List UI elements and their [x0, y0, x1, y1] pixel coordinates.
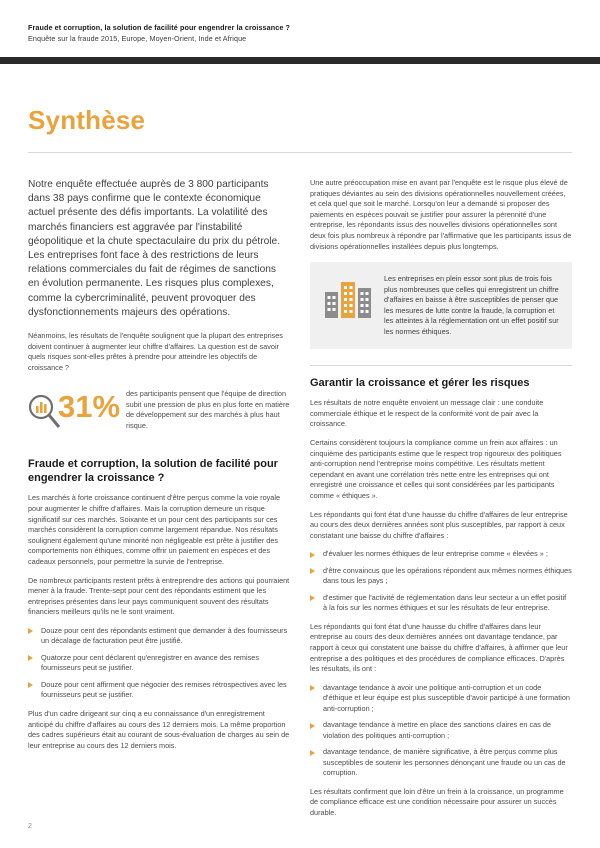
list-item-text: davantage tendance, de manière significative, à être perçus comme plus susceptibles de soutenir les personnes dénonçant une fraude ou un cas de corruption. [323, 747, 566, 778]
right-closing-paragraph: Les résultats confirment que loin d'être un frein à la croissance, un programme de compliance efficace est une condition nécessaire pour assurer un succès durable. [310, 786, 564, 817]
left-closing-paragraph: Plus d'un cadre dirigeant sur cinq a eu connaissance d'un enregistrement anticipé du chiffre d'affaires au cours des 12 derniers mois. La même proportion des cadres supérieurs était au courant de sous-évaluation de charges au sein de leur entreprise au cours des 12 derniers mois. [28, 708, 290, 750]
buildings-icon [324, 276, 374, 318]
right-body-3: Certains considèrent toujours la compliance comme un frein aux affaires : un cinquième des participants estime que le respect trop rigoureux des politiques anti-corruption nend l'entreprise moins compétitive. Les résultats mettent cependant en avant une corrélation très nette entre les entreprises qui ont enregistré une croissance et celles qui sont considérées par les participants comme « éthiques ». [310, 437, 562, 500]
list-item-text: d'être convaincus que les opérations répondent aux mêmes normes éthiques dans tous les pays ; [323, 565, 572, 586]
list-item [28, 653, 290, 674]
list-item [28, 626, 290, 647]
list-item [310, 683, 572, 715]
triangle-bullet-icon [310, 595, 315, 601]
title-divider [28, 152, 572, 153]
header-subtitle: Enquête sur la fraude 2015, Europe, Moyen-Orient, Inde et Afrique [28, 34, 247, 43]
list-item [310, 549, 572, 560]
callout-box [310, 262, 572, 349]
left-body-1: Les marchés à forte croissance continuent d'être perçus comme la voie royale pour augmenter le chiffre d'affaires. Mais la corruption demeure un risque significatif sur ces marchés. Soixante et un pour cent des participants sur ces marchés considèrent la corruption comme largement répandue. Nos résultats soulignent également qu'une minorité non négligeable est prête à justifier des comportements non éthiques, comme offrir un paiement en espèces et des cadeaux personnels, pour permettre la survie de l'entreprise. [28, 493, 281, 566]
right-column [310, 178, 572, 827]
left-section-heading: Fraude et corruption, la solution de facilité pour engendrer la croissance ? [28, 458, 278, 485]
page-header [0, 0, 600, 58]
right-body-4: Les répondants qui font état d'une hausse du chiffre d'affaires de leur entreprise au cours des deux dernières années sont plus susceptibles, par rapport à ceux constatant une baisse du chiffre d'affaires : [310, 509, 568, 540]
list-item-text: Quatorze pour cent déclarent qu'enregistrer en avance des remises fournisseurs peut se justifier. [41, 652, 259, 673]
right-body-5: Les répondants qui font état d'une hausse du chiffre d'affaires dans leur entreprise au cours des deux dernières années ont davantage tendance, par rapport à ceux qui constatent une baisse du chiffre d'affaires, à affirmer que leur entreprise a des politiques et des procédures de compliance efficaces. D'après les résultats, ils ont : [310, 621, 568, 674]
triangle-bullet-icon [28, 628, 33, 634]
right-bullet-list-2 [310, 683, 572, 779]
header-title: Fraude et corruption, la solution de facilité pour engendrer la croissance ? [28, 23, 291, 32]
right-body-1: Une autre préoccupation mise en avant par l'enquête est le risque plus élevé de pratiques déviantes au sein des divisions opérationnelles nouvellement créées, et cela quel que soit le marché. Lorsqu'on leur a demandé si proposer des paiements en espèces pouvait se justifier pour assurer la pérennité d'une entreprise, les répondants issus des nouvelles divisions opérationnelles sont deux fois plus nombreux à répondre par l'affirmative que les participants issus de divisions opérationnelles installées depuis plus longtemps. [310, 178, 572, 251]
triangle-bullet-icon [310, 568, 315, 574]
list-item-text: davantage tendance à mettre en place des sanctions claires en cas de violation des politiques anti-corruption ; [323, 720, 551, 740]
magnifier-chart-icon [28, 393, 62, 433]
triangle-bullet-icon [28, 682, 33, 688]
list-item-text: Douze pour cent affirment que négocier des remises rétrospectives avec les fournisseurs peut se justifier. [41, 679, 287, 700]
list-item-text: davantage tendance à avoir une politique anti-corruption et un code d'éthique et leur équipe est plus susceptible d'avoir participé à une formation anti-corruption ; [323, 682, 570, 713]
header-divider-bar [0, 57, 600, 64]
statistic-block [28, 387, 290, 441]
left-column [28, 178, 290, 759]
right-body-2: Les résultats de notre enquête envoient un message clair : une conduite commerciale éthique et le respect de la conformité vont de pair avec la croissance. [310, 398, 544, 429]
list-item [310, 566, 572, 587]
callout-text: Les entreprises en plein essor sont plus de trois fois plus nombreuses que celles qui enregistrent un chiffre d'affaires en baisse à être susceptibles de penser que les mesures de lutte contre la fraude, la corruption et les atteintes à la réglementation ont un effet positif sur les normes éthiques. [384, 274, 559, 336]
triangle-bullet-icon [310, 750, 315, 756]
page-title: Synthèse [28, 105, 146, 135]
lead-paragraph: Notre enquête effectuée auprès de 3 800 participants dans 38 pays confirme que le contexte économique actuel présente des défis importants. La volatilité des marchés financiers est aggravée par l'instabilité géopolitique et la chute spectaculaire du prix du pétrole. Les entreprises font face à des restrictions de leurs relations commerciales du fait de régimes de sanctions en évolution permanente. Les risques plus complexes, comme la cybercriminalité, peuvent provoquer des dysfonctionnements majeurs des opérations. [28, 179, 281, 318]
list-item-text: d'évaluer les normes éthiques de leur entreprise comme « élevées » ; [323, 549, 548, 559]
right-section-heading: Garantir la croissance et gérer les risques [310, 365, 572, 390]
left-bullet-list [28, 626, 290, 701]
list-item [28, 680, 290, 701]
statistic-value: 31% [58, 389, 121, 425]
list-item [310, 593, 572, 614]
triangle-bullet-icon [28, 655, 33, 661]
list-item [310, 720, 572, 741]
list-item-text: Douze pour cent des répondants estiment que demander à des fournisseurs un décalage de facturation peut être justifié. [41, 625, 288, 646]
right-bullet-list-1 [310, 549, 572, 614]
triangle-bullet-icon [310, 723, 315, 729]
left-paragraph-2: Néanmoins, les résultats de l'enquête soulignent que la plupart des entreprises doivent continuer à augmenter leur chiffre d'affaires. La question est de savoir quels risques sont-elles prêtes à prendre pour atteindre les objectifs de croissance ? [28, 331, 283, 372]
list-item [310, 747, 572, 779]
left-body-2: De nombreux participants restent prêts à entreprendre des actions qui pourraient mener à la fraude. Trente-sept pour cent des répondants estiment que les entreprises présentes dans leur pays communiquent souvent des résultats financiers meilleurs qu'ils ne le sont vraiment. [28, 575, 290, 617]
statistic-description: des participants pensent que l'équipe de direction subit une pression de plus en plus forte en matière de développement sur des marchés à plus haut risque. [126, 389, 290, 430]
triangle-bullet-icon [310, 552, 315, 558]
triangle-bullet-icon [310, 685, 315, 691]
list-item-text: d'estimer que l'activité de réglementation dans leur secteur a un effet positif à la fois sur les normes éthiques et sur les résultats de leur entreprise. [323, 592, 567, 613]
page-number: 2 [28, 823, 32, 830]
